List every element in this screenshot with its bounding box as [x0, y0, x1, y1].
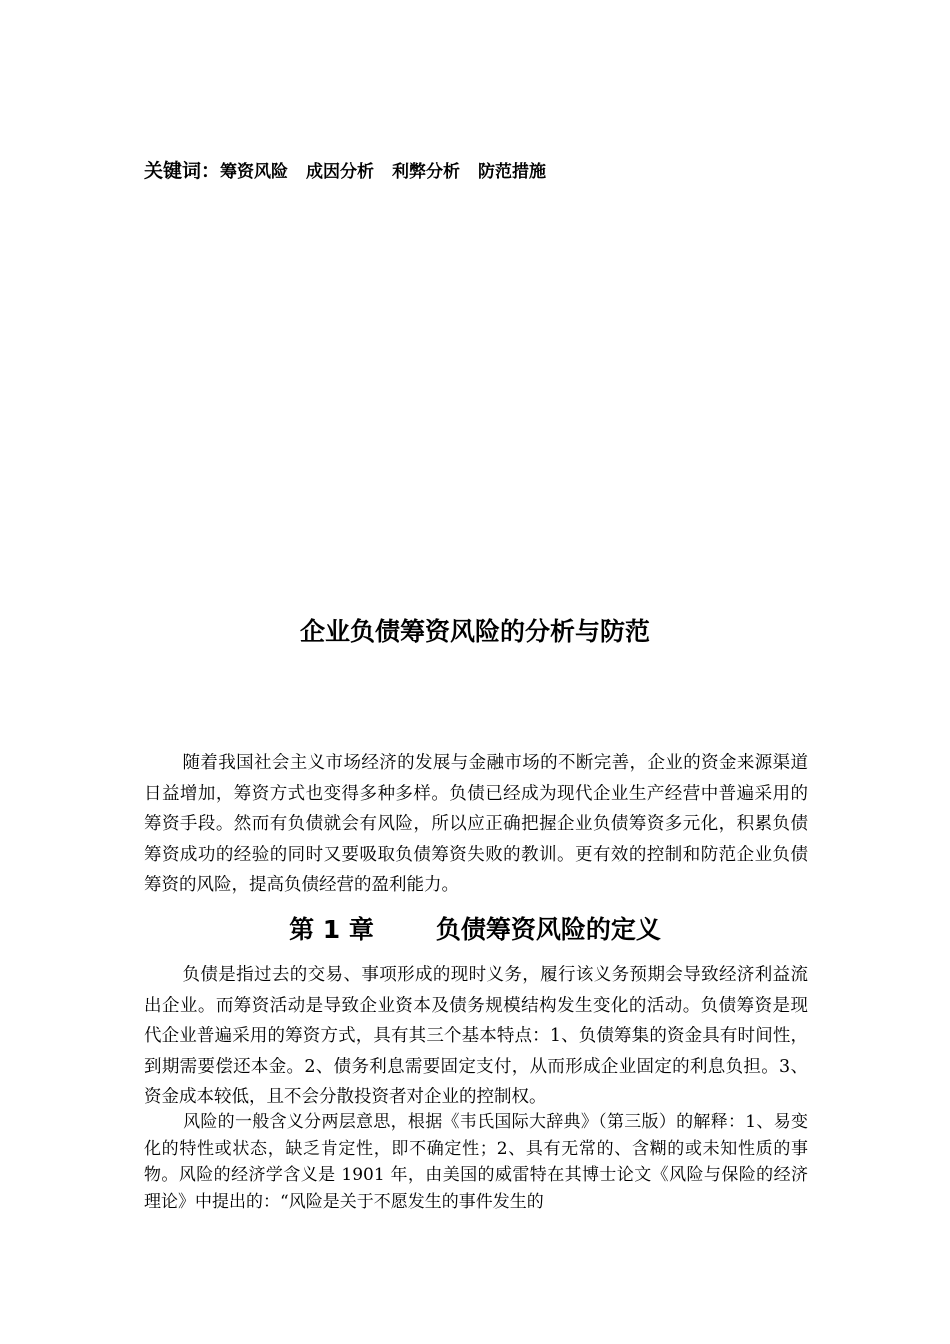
keywords-line	[144, 156, 564, 183]
chapter-number: 第 1 章	[289, 915, 374, 944]
keyword-term: 筹资风险	[220, 162, 289, 182]
keywords-label: 关键词：	[144, 160, 221, 182]
body-paragraph: 负债是指过去的交易、事项形成的现时义务，履行该义务预期会导致经济利益流出企业。而筹资活动是导致企业资本及债务规模结构发生变化的活动。负债筹资是现代企业普遍采用的筹资方式，具有其三个基本特点：1、负债筹集的资金具有时间性，到期需要偿还本金。2、债务利息需要固定支付，从而形成企业固定的利息负担。3、资金成本较低，且不会分散投资者对企业的控制权。	[144, 965, 808, 1107]
keyword-term: 利弊分析	[392, 162, 461, 182]
chapter-heading	[0, 910, 950, 946]
keyword-term: 防范措施	[478, 162, 547, 182]
document-title: 企业负债筹资风险的分析与防范	[299, 617, 650, 646]
body-paragraph: 风险的一般含义分两层意思，根据《韦氏国际大辞典》（第三版）的解释：1、易变化的特性或状态，缺乏肯定性，即不确定性；2、具有无常的、含糊的或未知性质的事物。风险的经济学含义是 1901 年，由美国的威雷特在其博士论文《风险与保险的经济理论》中提出的：“风险是关于不愿发生的事件发生的	[144, 1112, 808, 1212]
chapter-title: 负债筹资风险的定义	[435, 915, 661, 944]
keyword-term: 成因分析	[306, 162, 375, 182]
intro-paragraph: 随着我国社会主义市场经济的发展与金融市场的不断完善，企业的资金来源渠道日益增加，筹资方式也变得多种多样。负债已经成为现代企业生产经营中普遍采用的筹资手段。然而有负债就会有风险，所以应正确把握企业负债筹资多元化，积累负债筹资成功的经验的同时又要吸取负债筹资失败的教训。更有效的控制和防范企业负债筹资的风险，提高负债经营的盈利能力。	[144, 753, 808, 895]
